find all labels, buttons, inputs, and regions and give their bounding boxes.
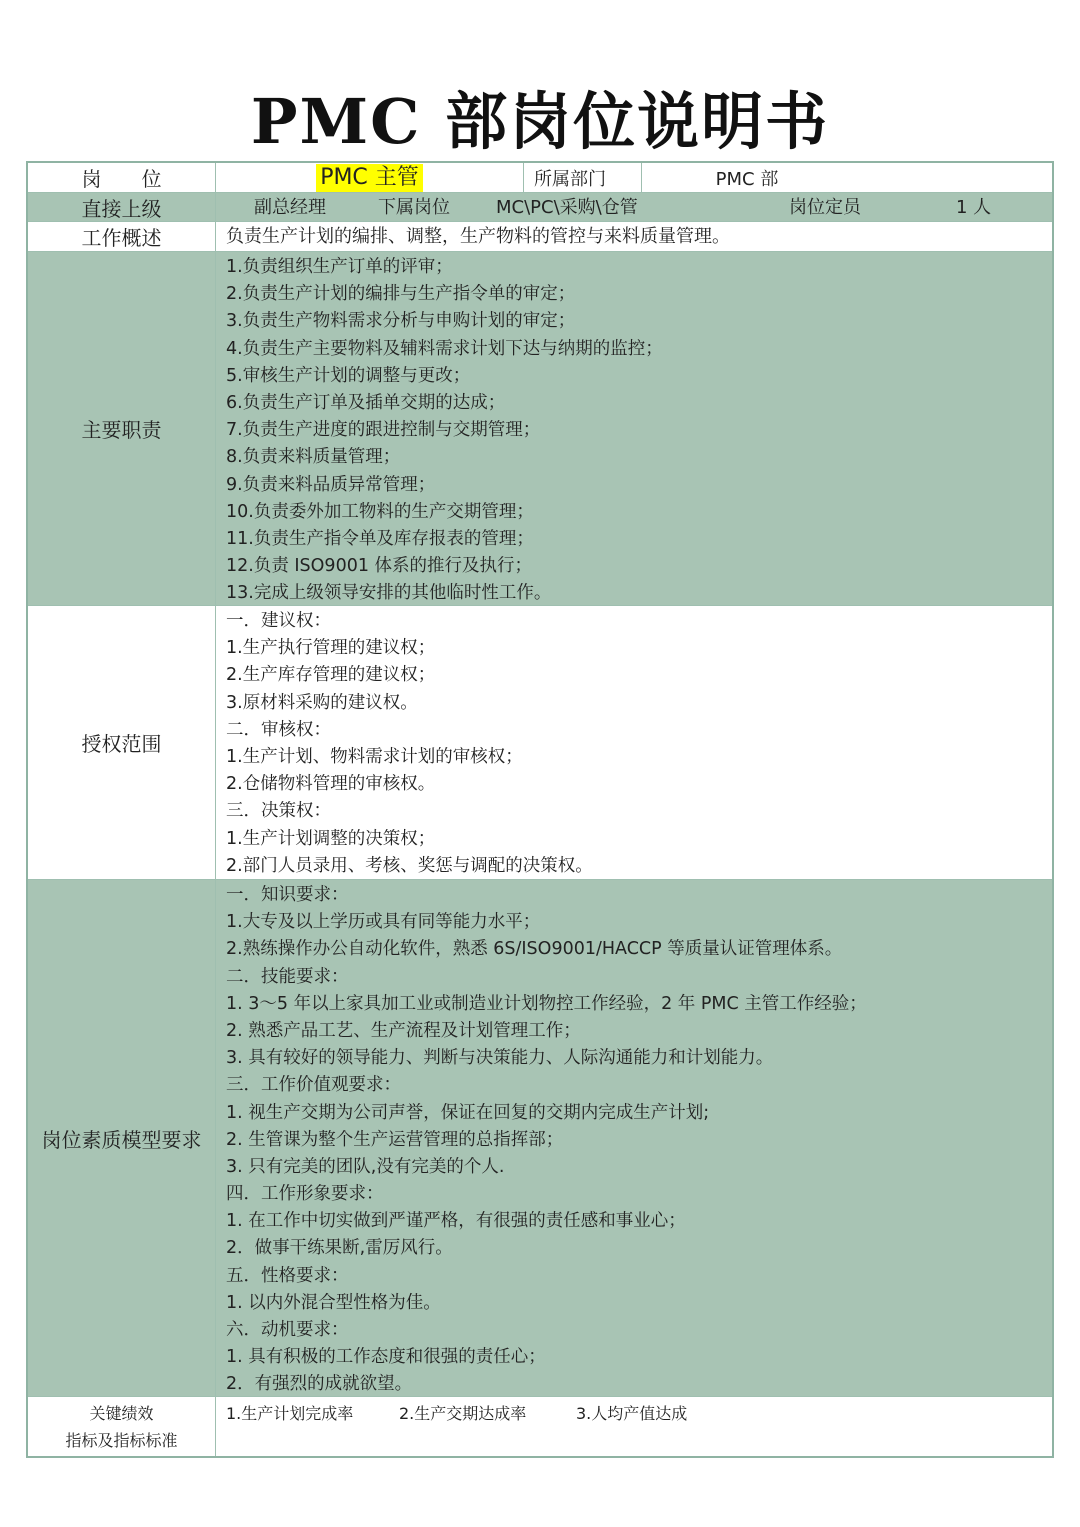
page-title: PMC 部岗位说明书 xyxy=(250,85,830,158)
section-heading: 四．工作形象要求： xyxy=(226,1184,384,1205)
list-item: 3. 只有完美的团队,没有完美的个人. xyxy=(226,1156,505,1177)
superior-row xyxy=(28,193,1052,222)
quality-list xyxy=(216,880,1052,1396)
overview-text: 负责生产计划的编排、调整，生产物料的管控与来料质量管理。 xyxy=(226,226,730,247)
list-item: 12.负责 ISO9001 体系的推行及执行； xyxy=(226,556,533,577)
list-item: 2．有强烈的成就欲望。 xyxy=(226,1374,413,1395)
subordinate-label: 下属岗位 xyxy=(378,197,450,218)
list-item: 5.审核生产计划的调整与更改； xyxy=(226,365,471,386)
authority-label: 授权范围 xyxy=(28,606,216,879)
kpi-item: 2.生产交期达成率 xyxy=(399,1404,527,1423)
section-heading: 三．工作价值观要求： xyxy=(226,1075,401,1096)
list-item: 1.负责组织生产订单的评审； xyxy=(226,257,453,277)
job-description-table xyxy=(26,161,1054,1458)
staff-value: 1 人 xyxy=(956,197,992,218)
list-item: 1.生产计划、物料需求计划的审核权； xyxy=(226,746,523,767)
list-item: 3.负责生产物料需求分析与申购计划的审定； xyxy=(226,311,576,332)
list-item: 2. 熟悉产品工艺、生产流程及计划管理工作； xyxy=(226,1020,581,1041)
list-item: 3. 具有较好的领导能力、判断与决策能力、人际沟通能力和计划能力。 xyxy=(226,1048,774,1069)
list-item: 8.负责来料质量管理； xyxy=(226,447,401,468)
list-item: 3.原材料采购的建议权。 xyxy=(226,692,418,713)
kpi-items xyxy=(216,1397,1052,1456)
section-heading: 五．性格要求： xyxy=(226,1265,349,1286)
duties-list xyxy=(216,252,1052,605)
authority-row xyxy=(28,606,1052,880)
list-item: 1. 具有积极的工作态度和很强的责任心； xyxy=(226,1347,546,1368)
section-heading: 一．知识要求： xyxy=(226,885,349,905)
position-value-cell xyxy=(216,163,524,192)
section-heading: 三．决策权： xyxy=(226,801,331,822)
list-item: 4.负责生产主要物料及辅料需求计划下达与纳期的监控； xyxy=(226,338,663,359)
kpi-item: 1.生产计划完成率 xyxy=(226,1404,354,1423)
list-item: 2.部门人员录用、考核、奖惩与调配的决策权。 xyxy=(226,855,593,876)
kpi-label-line2: 指标及指标标准 xyxy=(65,1430,178,1450)
quality-row xyxy=(28,880,1052,1397)
list-item: 2.仓储物料管理的审核权。 xyxy=(226,774,436,795)
section-heading: 六．动机要求： xyxy=(226,1320,349,1340)
position-value: PMC 主管 xyxy=(316,164,423,192)
kpi-label-line1: 关键绩效 xyxy=(89,1403,154,1423)
list-item: 7.负责生产进度的跟进控制与交期管理； xyxy=(226,420,541,441)
list-item: 1. 在工作中切实做到严谨严格，有很强的责任感和事业心； xyxy=(226,1211,686,1232)
section-heading: 一．建议权： xyxy=(226,611,331,631)
list-item: 1. 以内外混合型性格为佳。 xyxy=(226,1292,441,1313)
list-item: 9.负责来料品质异常管理； xyxy=(226,474,436,495)
list-item: 2.负责生产计划的编排与生产指令单的审定； xyxy=(226,284,576,305)
list-item: 1.生产计划调整的决策权； xyxy=(226,828,436,849)
position-row xyxy=(28,163,1052,193)
superior-items xyxy=(216,193,1052,221)
superior-value: 副总经理 xyxy=(254,197,326,218)
dept-label: 所属部门 xyxy=(524,163,642,192)
overview-label: 工作概述 xyxy=(28,222,216,251)
list-item: 1.大专及以上学历或具有同等能力水平； xyxy=(226,912,541,933)
section-heading: 二．技能要求： xyxy=(226,966,349,987)
list-item: 11.负责生产指令单及库存报表的管理； xyxy=(226,528,534,549)
list-item: 2．做事干练果断,雷厉风行。 xyxy=(226,1238,453,1259)
kpi-item: 3.人均产值达成 xyxy=(576,1404,688,1423)
list-item: 1. 视生产交期为公司声誉，保证在回复的交期内完成生产计划; xyxy=(226,1102,710,1123)
section-heading: 二．审核权： xyxy=(226,719,331,740)
list-item: 1.生产执行管理的建议权； xyxy=(226,638,436,659)
quality-label: 岗位素质模型要求 xyxy=(28,880,216,1396)
authority-list xyxy=(216,606,1052,879)
list-item: 2.熟练操作办公自动化软件，熟悉 6S/ISO9001/HACCP 等质量认证管理体系。 xyxy=(226,939,843,960)
subordinate-value: MC\PC\采购\仓管 xyxy=(496,197,638,218)
duties-label: 主要职责 xyxy=(28,252,216,605)
list-item: 1. 3～5 年以上家具加工业或制造业计划物控工作经验，2 年 PMC 主管工作经验； xyxy=(226,993,867,1014)
list-item: 2.生产库存管理的建议权； xyxy=(226,665,436,686)
list-item: 10.负责委外加工物料的生产交期管理； xyxy=(226,501,534,522)
duties-row xyxy=(28,252,1052,606)
list-item: 2. 生管课为整个生产运营管理的总指挥部； xyxy=(226,1129,564,1150)
overview-row xyxy=(28,222,1052,252)
position-label: 岗 位 xyxy=(28,163,216,192)
dept-value: PMC 部 xyxy=(715,168,779,190)
kpi-label xyxy=(28,1397,216,1456)
kpi-row xyxy=(28,1397,1052,1456)
list-item: 6.负责生产订单及插单交期的达成； xyxy=(226,392,506,413)
list-item: 13.完成上级领导安排的其他临时性工作。 xyxy=(226,583,552,604)
staff-label: 岗位定员 xyxy=(789,197,861,218)
superior-label: 直接上级 xyxy=(28,193,216,221)
